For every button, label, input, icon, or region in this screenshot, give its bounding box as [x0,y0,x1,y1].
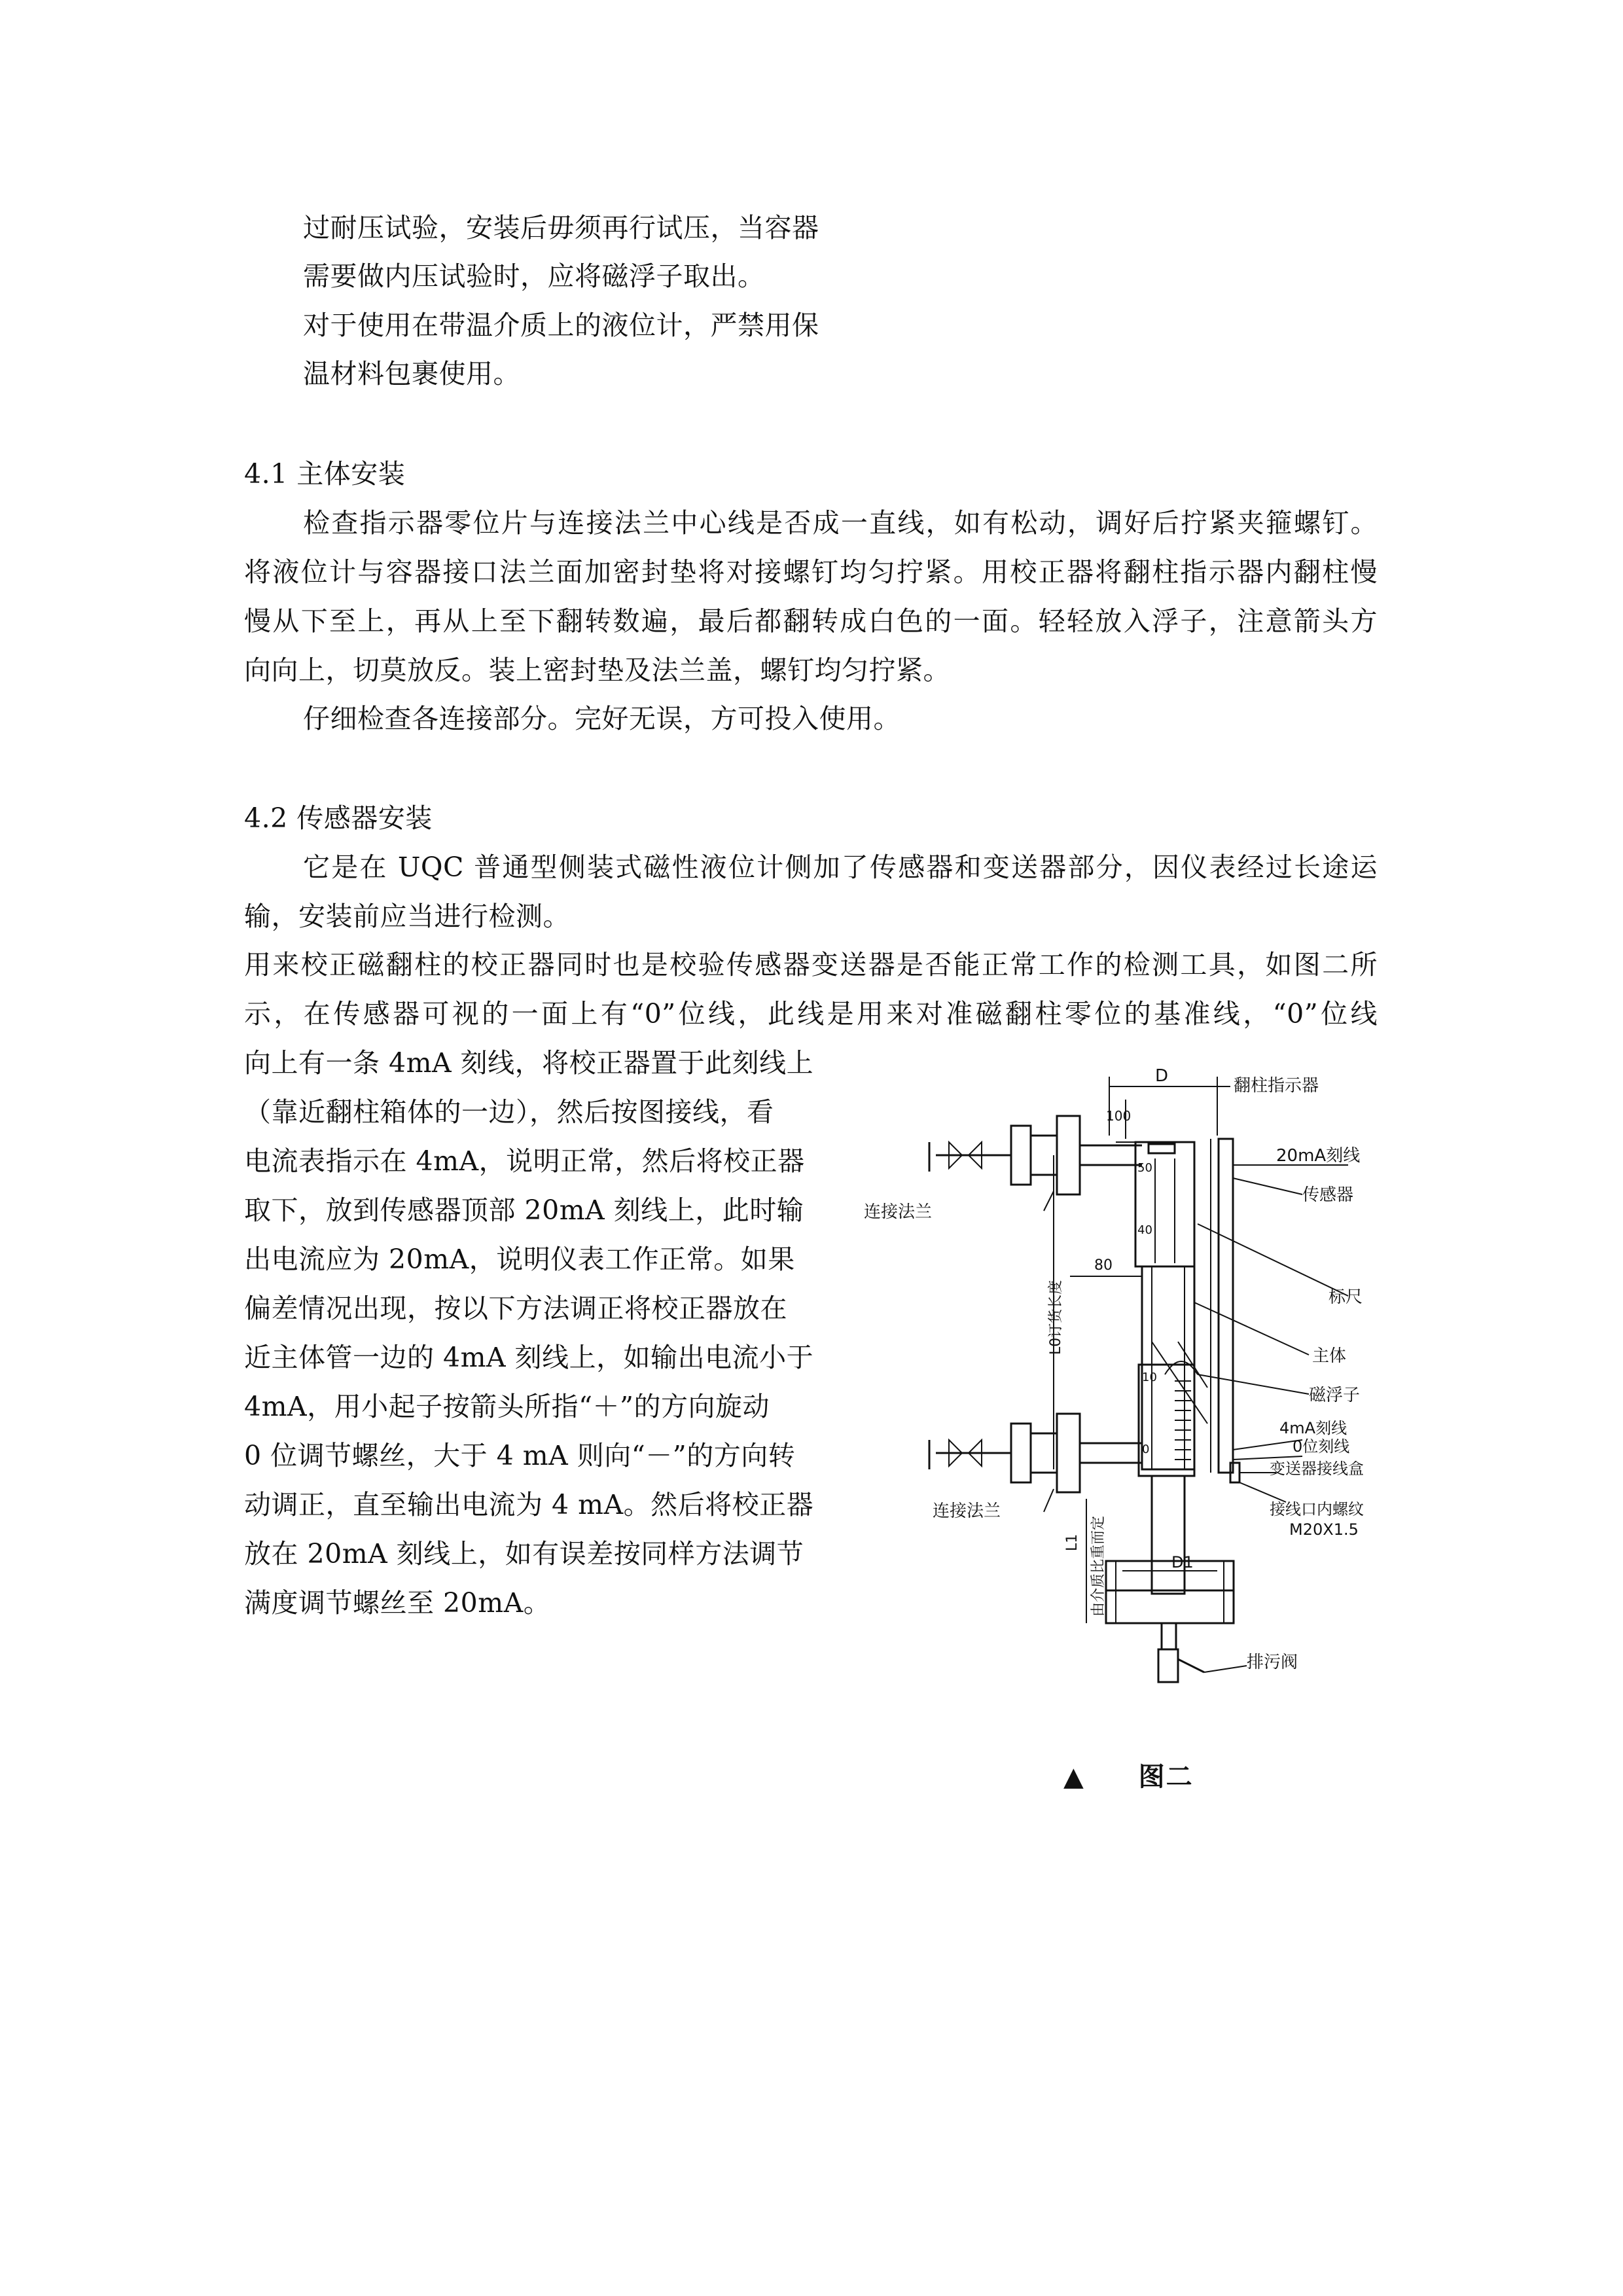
section-42-narrow-line-7: 近主体管一边的 4mA 刻线上，如输出电流小于 [244,1342,814,1373]
section-42-narrow-line-8: 4mA，用小起子按箭头所指“＋”的方向旋动 [244,1391,770,1422]
caption-text: 图二 [1138,1762,1194,1792]
label-dim-l1: L1 [1064,1534,1080,1551]
section-41-line-2: 将液位计与容器接口法兰面加密封垫将对接螺钉均匀拧紧。用校正器将翻柱指示器内翻柱慢 [244,556,1378,588]
section-42-line-1: 它是在 UQC 普通型侧装式磁性液位计侧加了传感器和变送器部分，因仪表经过长途运 [303,852,1378,883]
section-41-line-4: 向向上，切莫放反。装上密封垫及法兰盖，螺钉均匀拧紧。 [244,655,950,686]
section-42-narrow-line-2: （靠近翻柱箱体的一边），然后按图接线，看 [244,1096,774,1128]
label-drain: 排污阀 [1247,1653,1298,1672]
section-42-narrow-line-5: 出电流应为 20mA，说明仪表工作正常。如果 [244,1244,795,1275]
section-42-narrow-line-12: 满度调节螺丝至 20mA。 [244,1587,551,1619]
section-42-narrow-line-10: 动调正，直至输出电流为 4 mA。然后将校正器 [244,1489,814,1520]
section-42-narrow-line-6: 偏差情况出现，按以下方法调正将校正器放在 [244,1293,787,1324]
label-body: 主体 [1312,1346,1347,1366]
section-42-narrow-line-9: 0 位调节螺丝，大于 4 mA 则向“－”的方向转 [244,1440,796,1471]
section-42-narrow-line-4: 取下，放到传感器顶部 20mA 刻线上，此时输 [244,1194,804,1226]
section-41-line-5: 仔细检查各连接部分。完好无误，方可投入使用。 [303,703,901,734]
section-42-heading: 4.2 传感器安装 [244,802,433,834]
section-42-line-2: 输，安装前应当进行检测。 [244,901,570,932]
label-flange-top: 连接法兰 [864,1202,933,1222]
label-dim-100: 100 [1106,1108,1132,1124]
caption-marker-icon: ▲ [1063,1762,1085,1792]
label-tick-50: 50 [1137,1161,1152,1175]
figure-caption [1063,1756,1194,1793]
label-scale: 标尺 [1329,1287,1363,1307]
section-42-line-4: 示，在传感器可视的一面上有“0”位线，此线是用来对准磁翻柱零位的基准线，“0”位线 [244,998,1378,1030]
label-zero: 0位刻线 [1293,1437,1350,1456]
section-41-line-1: 检查指示器零位片与连接法兰中心线是否成一直线，如有松动，调好后拧紧夹箍螺钉。 [303,507,1378,539]
label-dim-l1-note: 由介质比重而定 [1090,1515,1107,1617]
level-gauge-diagram [851,1041,1440,1734]
intro-line-4: 温材料包裹使用。 [303,358,520,389]
intro-line-2: 需要做内压试验时，应将磁浮子取出。 [303,260,765,292]
label-tick-10: 10 [1142,1371,1157,1384]
label-tick-40: 40 [1137,1223,1152,1237]
intro-line-1: 过耐压试验，安装后毋须再行试压，当容器 [303,212,819,243]
label-thread-spec: M20X1.5 [1289,1520,1359,1539]
label-dim-d: D [1155,1066,1169,1086]
label-20ma: 20mA刻线 [1276,1146,1361,1166]
intro-line-3: 对于使用在带温介质上的液位计，严禁用保 [303,310,819,341]
section-42-line-3: 用来校正磁翻柱的校正器同时也是校验传感器变送器是否能正常工作的检测工具，如图二所 [244,949,1378,980]
label-dim-d1: D1 [1171,1553,1194,1571]
label-dim-80: 80 [1094,1257,1113,1274]
label-4ma: 4mA刻线 [1279,1419,1347,1437]
label-fanzhu: 翻柱指示器 [1234,1076,1319,1096]
section-41-line-3: 慢从下至上，再从上至下翻转数遍，最后都翻转成白色的一面。轻轻放入浮子，注意箭头方 [244,605,1378,637]
label-float: 磁浮子 [1309,1386,1361,1405]
label-flange-bottom: 连接法兰 [933,1501,1001,1521]
label-dim-l0: L0订货长度 [1048,1280,1064,1355]
section-41-heading: 4.1 主体安装 [244,458,406,490]
section-42-narrow-line-3: 电流表指示在 4mA，说明正常，然后将校正器 [244,1145,805,1177]
section-42-narrow-line-11: 放在 20mA 刻线上，如有误差按同样方法调节 [244,1538,804,1570]
label-tick-0: 0 [1142,1443,1150,1456]
label-sensor: 传感器 [1302,1185,1354,1205]
label-box: 变送器接线盒 [1270,1460,1364,1478]
section-42-narrow-line-1: 向上有一条 4mA 刻线，将校正器置于此刻线上 [244,1047,814,1079]
label-thread: 接线口内螺纹 [1270,1500,1364,1518]
